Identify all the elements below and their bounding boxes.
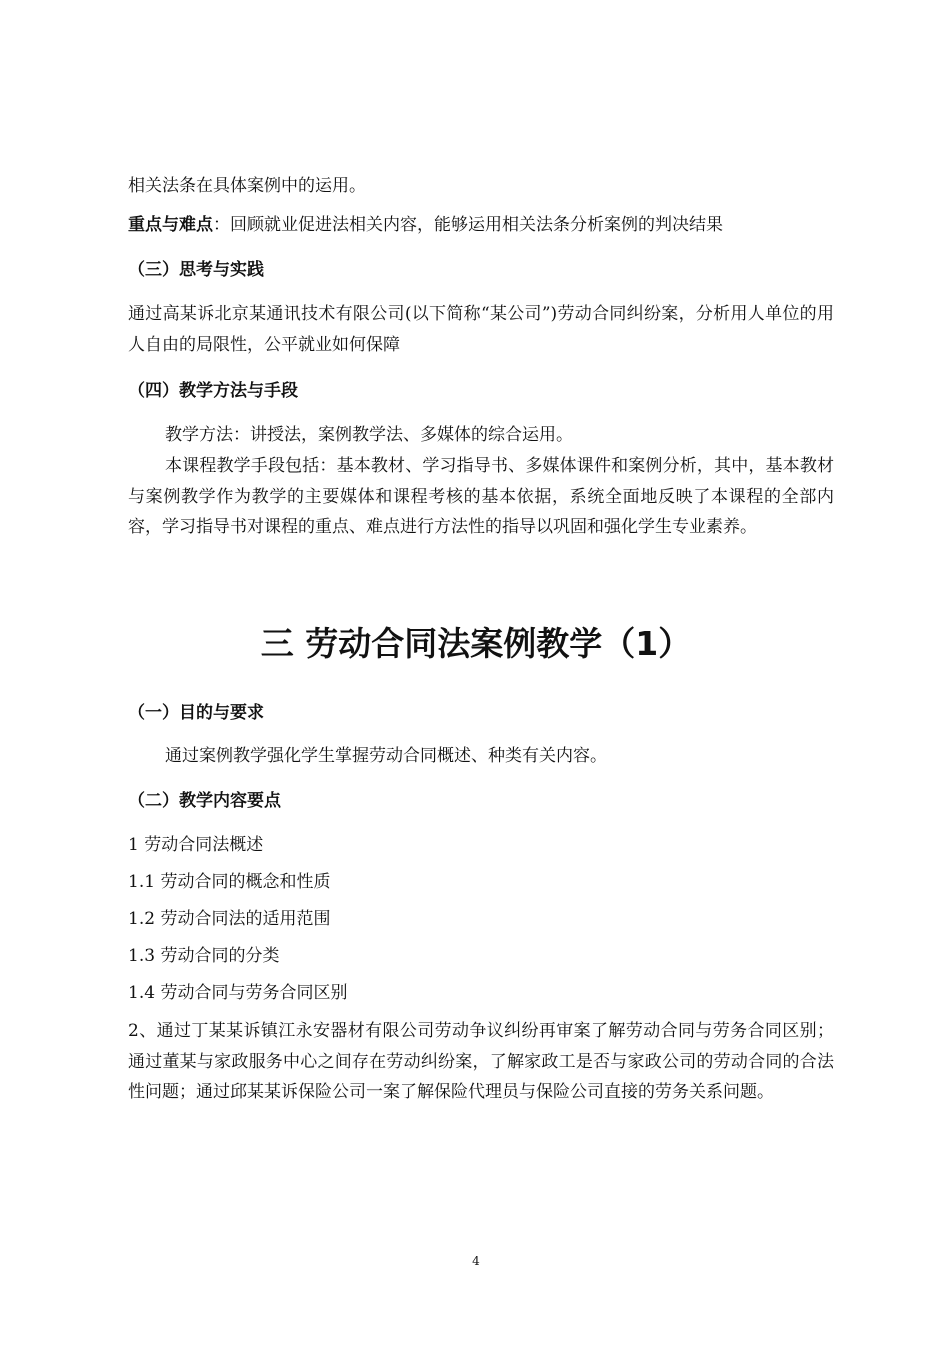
section-heading-practice: （三）思考与实践: [128, 260, 264, 280]
outline-item: 1.1 劳动合同的概念和性质: [128, 872, 331, 892]
outline-item: 1.4 劳动合同与劳务合同区别: [128, 983, 348, 1003]
section-heading-methods: （四）教学方法与手段: [128, 381, 298, 401]
chapter-title: 三 劳动合同法案例教学（1）: [260, 624, 692, 663]
section-heading-content: （二）教学内容要点: [128, 791, 281, 811]
page-number: 4: [472, 1254, 480, 1268]
section-heading-goals: （一）目的与要求: [128, 703, 264, 723]
method-text: 教学方法：讲授法，案例教学法、多媒体的综合运用。: [165, 425, 573, 445]
continuation-text: 相关法条在具体案例中的运用。: [128, 176, 366, 196]
key-points-label: 重点与难点: [128, 215, 213, 235]
outline-item: 1.2 劳动合同法的适用范围: [128, 909, 331, 929]
goal-text: 通过案例教学强化学生掌握劳动合同概述、种类有关内容。: [165, 746, 607, 766]
key-points-line: [128, 214, 723, 236]
means-paragraph: 本课程教学手段包括：基本教材、学习指导书、多媒体课件和案例分析，其中，基本教材与案例教学作为教学的主要媒体和课程考核的基本依据，系统全面地反映了本课程的全部内容，学习指导书对课程的重点、难点进行方法性的指导以巩固和强化学生专业素养。: [128, 456, 834, 537]
key-points-text: ：回顾就业促进法相关内容，能够运用相关法条分析案例的判决结果: [213, 215, 723, 235]
outline-item: 1.3 劳动合同的分类: [128, 946, 280, 966]
practice-paragraph: 通过高某诉北京某通讯技术有限公司(以下简称“某公司”)劳动合同纠纷案，分析用人单位的用人自由的局限性，公平就业如何保障: [128, 304, 834, 355]
case-paragraph: 2、通过丁某某诉镇江永安器材有限公司劳动争议纠纷再审案了解劳动合同与劳务合同区别；通过董某与家政服务中心之间存在劳动纠纷案，了解家政工是否与家政公司的劳动合同的合法性问题；通过邱某某诉保险公司一案了解保险代理员与保险公司直接的劳务关系问题。: [128, 1021, 834, 1102]
outline-item: 1 劳动合同法概述: [128, 835, 264, 855]
